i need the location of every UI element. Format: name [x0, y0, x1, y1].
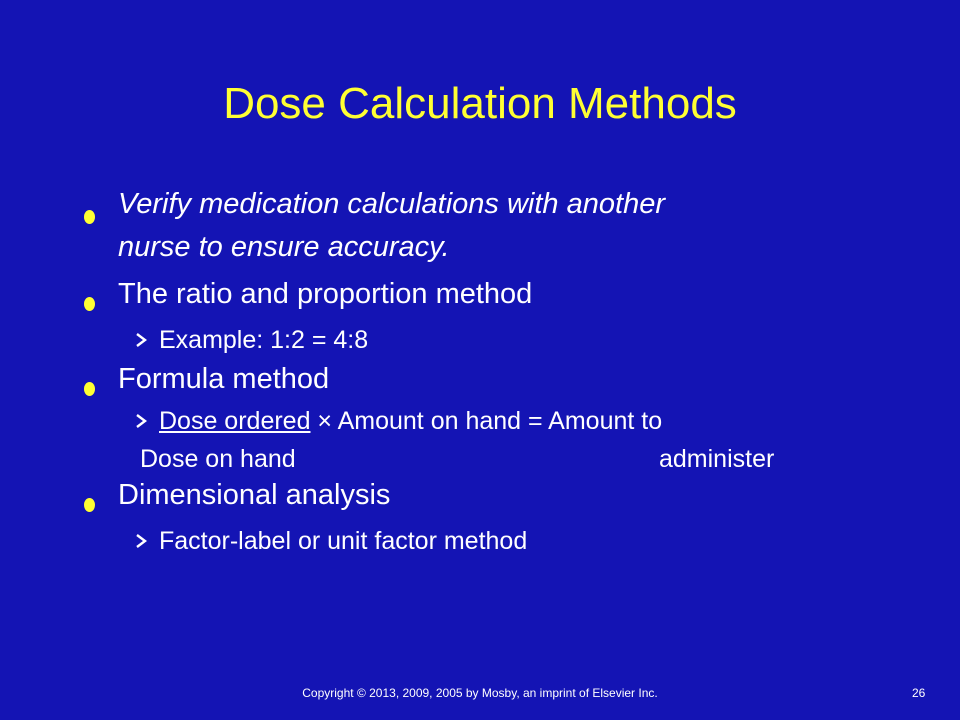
bullet-4-line-1: Dimensional analysis — [118, 479, 391, 511]
slide-title: Dose Calculation Methods — [223, 79, 737, 128]
bullet-2-sub-1: Example: 1:2 = 4:8 — [159, 326, 369, 354]
bullet-1-line-2: nurse to ensure accuracy. — [118, 231, 450, 263]
formula-denominator: Dose on hand — [140, 445, 296, 473]
arrow-bullet-icon — [134, 533, 148, 549]
bullet-1-line-1: Verify medication calculations with another — [118, 188, 665, 220]
formula-line-1 — [159, 405, 662, 437]
formula-result-cont: administer — [659, 445, 775, 473]
circle-bullet-icon — [84, 498, 95, 512]
formula-rest: × Amount on hand = Amount to — [310, 407, 663, 435]
circle-bullet-icon — [84, 297, 95, 311]
bullet-2-line-1: The ratio and proportion method — [118, 278, 533, 310]
copyright-footer: Copyright © 2013, 2009, 2005 by Mosby, an imprint of Elsevier Inc. — [302, 686, 658, 700]
circle-bullet-icon — [84, 382, 95, 396]
arrow-bullet-icon — [134, 332, 148, 348]
circle-bullet-icon — [84, 210, 95, 224]
bullet-3-line-1: Formula method — [118, 363, 330, 395]
formula-numerator: Dose ordered — [159, 407, 311, 435]
bullet-4-sub-1: Factor-label or unit factor method — [159, 527, 528, 555]
page-number: 26 — [912, 686, 926, 700]
arrow-bullet-icon — [134, 413, 148, 429]
